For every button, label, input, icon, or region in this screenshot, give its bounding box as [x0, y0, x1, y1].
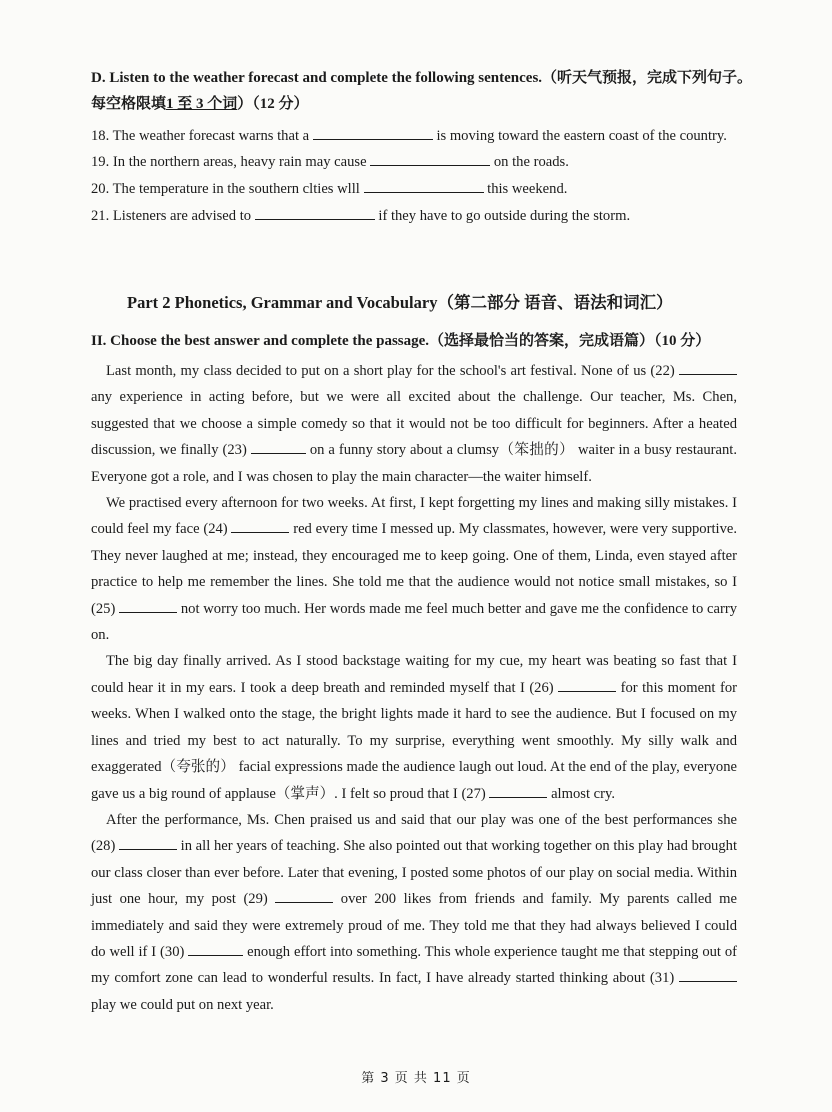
- answer-blank-27[interactable]: [489, 796, 547, 798]
- question-text: 19. In the northern areas, heavy rain may cause: [91, 154, 367, 170]
- part2-title: Part 2 Phonetics, Grammar and Vocabulary（第二部分 语音、语法和词汇）: [127, 293, 673, 312]
- question-text: if they have to go outside during the storm.: [378, 208, 631, 224]
- answer-blank-19[interactable]: [370, 164, 490, 166]
- passage-text: over 200 likes from friends and family. My parents called me immediately and said they were extremely proud of me. They told me that they had always believed I could do well if I (30): [91, 891, 737, 960]
- question-19: [91, 154, 569, 171]
- answer-blank-23[interactable]: [251, 452, 306, 454]
- passage-text: not worry too much. Her words made me feel much better and gave me the confidence to carry on.: [91, 600, 737, 644]
- passage-text: red every time I messed up. My classmates, however, were very supportive. They never laughed at me; instead, they encouraged me to keep going. One of them, Linda, even stayed after practice to help me remember the lines. She told me that the audience would not notice small mistakes, so I (25): [91, 521, 737, 617]
- answer-blank-18[interactable]: [313, 138, 433, 140]
- passage-paragraph-4: [91, 807, 737, 1018]
- passage-text: enough effort into something. This whole experience taught me that stepping out of my comfort zone can lead to wonderful results. In fact, I have already started thinking about (31): [91, 943, 738, 987]
- section-d-heading-en: D. Listen to the weather forecast and complete the following sentences.: [91, 70, 543, 86]
- section-d-score: ）（12 分）: [237, 96, 309, 112]
- passage-paragraph-2: [91, 490, 737, 648]
- question-18: [91, 128, 727, 145]
- question-text: is moving toward the eastern coast of the country.: [436, 128, 727, 144]
- section-d-heading-line2: [91, 92, 309, 113]
- passage-text: After the performance, Ms. Chen praised us and said that our play was one of the best performances she (28): [91, 811, 737, 855]
- answer-blank-29[interactable]: [275, 901, 333, 903]
- question-21: [91, 208, 630, 225]
- passage-text: for this moment for weeks. When I walked onto the stage, the bright lights made it hard to see the audience. But I focused on my lines and tried my best to act naturally. To my surprise, everything went smoothly. My silly walk and exaggerated（夸张的） facial expressions made the audience laugh out loud. At the end of the play, everyone gave us a big round of applause（掌声）. I felt so proud that I (27): [91, 679, 737, 802]
- passage-paragraph-1: [91, 358, 737, 490]
- passage-text: in all her years of teaching. She also pointed out that working together on this play had brought our class closer than ever before. Later that evening, I posted some photos of our play on social media. Within just one hour, my post (29): [91, 838, 737, 908]
- passage-text: play we could put on next year.: [91, 996, 274, 1013]
- answer-blank-21[interactable]: [255, 218, 375, 220]
- question-20: [91, 181, 567, 198]
- question-text: 18. The weather forecast warns that a: [91, 128, 310, 144]
- passage-text: Last month, my class decided to put on a short play for the school's art festival. None of us (22): [106, 363, 675, 379]
- section-d-heading-cn: （听天气预报，完成下列句子。: [542, 70, 753, 86]
- passage-text: any experience in acting before, but we were all excited about the challenge. Our teacher, Ms. Chen, suggested that we choose a simple comedy so that it would not be too difficult for beginners. After a heated discussion, we finally (23): [91, 389, 737, 459]
- page-number-footer: 第 3 页 共 11 页: [361, 1071, 471, 1086]
- answer-blank-26[interactable]: [558, 690, 616, 692]
- question-text: this weekend.: [487, 181, 568, 197]
- section-d-limit: 1 至 3 个词: [166, 96, 238, 112]
- passage-text: The big day finally arrived. As I stood backstage waiting for my cue, my heart was beating so fast that I could hear it in my ears. I took a deep breath and reminded myself that I (26): [91, 653, 737, 696]
- passage-paragraph-3: [91, 648, 737, 806]
- section-d-limit-prefix: 每空格限填: [91, 96, 167, 112]
- passage-text: almost cry.: [551, 785, 615, 802]
- section-d-heading: [91, 66, 752, 87]
- question-text: on the roads.: [493, 154, 569, 170]
- passage-text: on a funny story about a clumsy（笨拙的） waiter in a busy restaurant. Everyone got a role, and I was chosen to play the main character—the waiter himself.: [91, 442, 737, 485]
- answer-blank-31[interactable]: [679, 980, 737, 982]
- question-text: 21. Listeners are advised to: [91, 208, 252, 224]
- passage: [91, 358, 737, 1018]
- section-ii-heading: II. Choose the best answer and complete the passage.（选择最恰当的答案，完成语篇）（10 分）: [91, 333, 711, 349]
- passage-text: We practised every afternoon for two weeks. At first, I kept forgetting my lines and making silly mistakes. I could feel my face (24): [91, 495, 737, 538]
- answer-blank-25[interactable]: [119, 611, 177, 613]
- answer-blank-28[interactable]: [119, 848, 177, 850]
- question-text: 20. The temperature in the southern clties wlll: [91, 181, 360, 197]
- answer-blank-22[interactable]: [679, 373, 737, 375]
- answer-blank-20[interactable]: [364, 191, 484, 193]
- answer-blank-24[interactable]: [231, 531, 289, 533]
- answer-blank-30[interactable]: [188, 954, 243, 956]
